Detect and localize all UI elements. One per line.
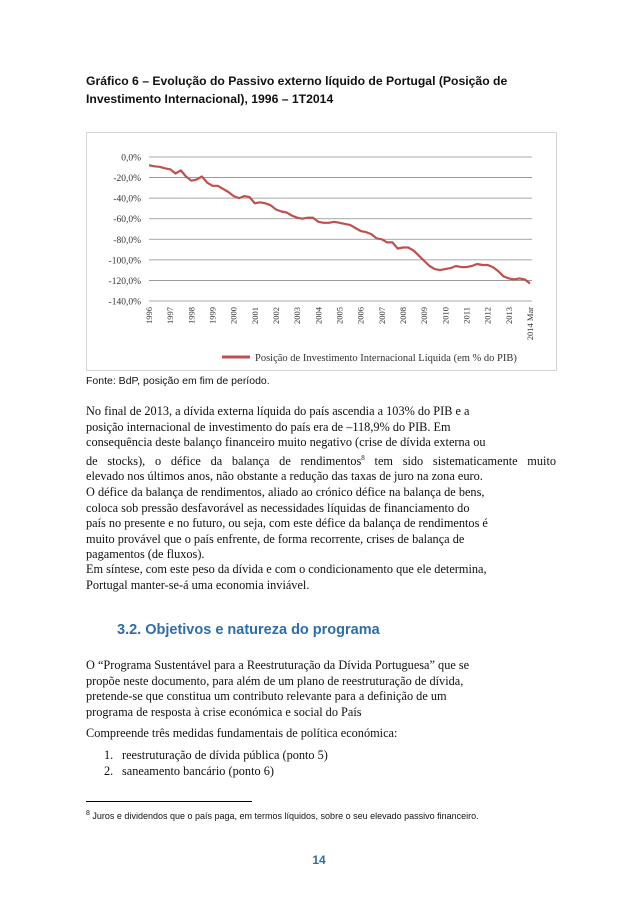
grid-layer: [149, 157, 532, 301]
para2-line: Em síntese, com este peso da dívida e com o condicionamento que ele determina,: [86, 562, 487, 576]
para1-line: pagamentos (de fluxos).: [86, 547, 205, 562]
x-tick-label: 2005: [334, 307, 345, 324]
list-number: 1.: [104, 748, 114, 762]
y-tick-label: -140,0%: [108, 297, 141, 308]
legend-label: Posição de Investimento Internacional Líquida (em % do PIB): [255, 353, 517, 364]
series-layer: [149, 165, 530, 283]
footnote-mark: 8: [86, 810, 90, 817]
paragraph-3: [86, 658, 556, 720]
x-tick-label: 1996: [144, 307, 154, 324]
para1-line: de stocks), o défice da balança de rendimentos: [86, 453, 362, 468]
y-tick-label: -60,0%: [113, 215, 141, 226]
x-tick-label: 2004: [313, 307, 324, 324]
y-tick-label: -20,0%: [113, 174, 141, 185]
section-heading: 3.2. Objetivos e natureza do programa: [117, 622, 380, 638]
para1-line-with-footnote: [86, 451, 556, 470]
x-tick-label: 2012: [482, 307, 493, 324]
para1-line: elevado nos últimos anos, não obstante a redução das taxas de juro na zona euro.: [86, 469, 483, 484]
para3-line: propõe neste documento, para além de um plano de reestruturação de dívida,: [86, 673, 464, 688]
x-tick-label: 2010: [440, 307, 451, 324]
list-text: saneamento bancário (ponto 6): [122, 764, 274, 778]
para1-line: posição internacional de investimento do país era de –118,9% do PIB. Em: [86, 419, 451, 434]
x-tick-label: 2001: [249, 307, 260, 324]
x-tick-label: 2008: [398, 307, 408, 324]
para1-line: consequência deste balanço financeiro muito negativo (crise de dívida externa ou: [86, 435, 486, 450]
figure-source: Fonte: BdP, posição em fim de período.: [86, 375, 270, 387]
list-item: [104, 764, 274, 780]
y-tick-label: -40,0%: [113, 194, 141, 205]
x-tick-label: 2011: [461, 307, 472, 324]
x-tick-label: 2009: [419, 307, 430, 324]
caption-line-2: Investimento Internacional), 1996 – 1T2014: [86, 92, 334, 106]
para1-line: muito provável que o país enfrente, de forma recorrente, crises de balança de: [86, 531, 465, 546]
x-tick-label: 2003: [292, 307, 303, 324]
x-tick-label: 2007: [376, 307, 387, 324]
x-tick-label: 2006: [355, 307, 366, 324]
legend: [222, 353, 517, 364]
y-tick-label: -100,0%: [108, 256, 141, 267]
footnote-ref[interactable]: 8: [361, 453, 365, 462]
x-tick-label: 2000: [228, 307, 239, 324]
x-tick-label: 2002: [271, 307, 281, 324]
series-line: [149, 165, 530, 283]
paragraph-4: Compreende três medidas fundamentais de política económica:: [86, 726, 398, 740]
x-tick-labels: [144, 306, 535, 340]
figure-caption: [86, 72, 556, 108]
para1-line: No final de 2013, a dívida externa líquida do país ascendia a 103% do PIB e a: [86, 404, 470, 418]
para1-line: coloca sob pressão desfavorável as necessidades líquidas de financiamento do: [86, 500, 470, 515]
footnote: [86, 810, 479, 821]
y-tick-label: -120,0%: [108, 276, 141, 287]
caption-line-1: Gráfico 6 – Evolução do Passivo externo líquido de Portugal (Posição de: [86, 74, 508, 88]
para2-line: Portugal manter-se-á uma economia inviável.: [86, 577, 310, 592]
list-text: reestruturação de dívida pública (ponto 5): [122, 748, 328, 762]
x-tick-label: 1998: [186, 307, 197, 324]
para1-line: tem sido sistematicamente muito: [374, 453, 557, 468]
y-tick-label: -80,0%: [113, 235, 141, 246]
para3-line: pretende-se que constitua um contributo relevante para a definição de um: [86, 689, 447, 704]
x-tick-label: 1999: [207, 307, 218, 324]
x-tick-label: 2013: [503, 307, 514, 324]
x-tick-label: 1997: [165, 307, 176, 324]
chart-frame: [86, 132, 557, 371]
para3-line: programa de resposta à crise económica e social do País: [86, 704, 362, 719]
line-chart: [87, 133, 556, 370]
para1-line: O défice da balança de rendimentos, aliado ao crónico défice na balança de bens,: [86, 485, 485, 500]
para3-line: O “Programa Sustentável para a Reestruturação da Dívida Portuguesa” que se: [86, 658, 470, 672]
y-tick-label: 0,0%: [121, 153, 141, 164]
paragraph-2: [86, 562, 556, 593]
paragraph-1: [86, 404, 556, 563]
page-number: 14: [312, 853, 326, 867]
list-number: 2.: [104, 764, 114, 778]
x-tick-label: 2014 Mar: [525, 307, 535, 341]
para1-line: país no presente e no futuro, ou seja, com este défice da balança de rendimentos é: [86, 516, 488, 531]
footnote-divider: [86, 801, 252, 802]
y-tick-labels: [109, 154, 142, 308]
list-item: [104, 748, 328, 764]
footnote-text: Juros e dividendos que o país paga, em termos líquidos, sobre o seu elevado passivo financeiro.: [92, 811, 479, 821]
